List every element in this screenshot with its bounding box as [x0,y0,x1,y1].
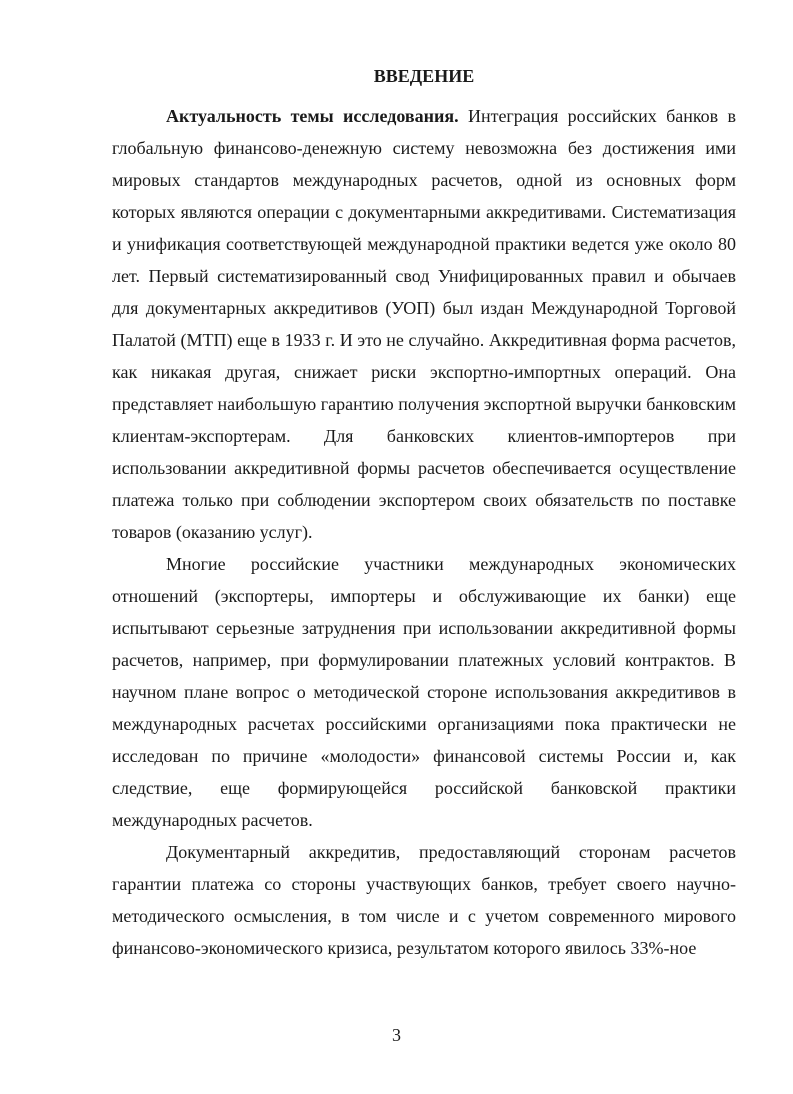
page-number: 3 [392,1025,401,1045]
paragraph-1-body: Интеграция российских банков в глобальную финансово-денежную систему невозможна без достижения ими мировых стандартов международных расчетов, одной из основных форм которых являются операции с документарными аккредитивами. Систематизация и унификация соответствующей международной практики ведется уже около 80 лет. Первый систематизированный свод Унифицированных правил и обычаев для документарных аккредитивов (УОП) был издан Международной Торговой Палатой (МТП) еще в 1933 г. И это не случайно. Аккредитивная форма расчетов, как никакая другая, снижает риски экспортно-импортных операций. Она представляет наибольшую гарантию получения экспортной выручки банковским клиентам-экспортерам. Для банковских клиентов-импортеров при использовании аккредитивной формы расчетов обеспечивается осуществление платежа только при соблюдении экспортером своих обязательств по поставке товаров (оказанию услуг). [112,106,737,542]
paragraph-3 [112,836,736,964]
document-page [112,62,736,964]
paragraph-2-body: Многие российские участники международных экономических отношений (экспортеры, импортеры и обслуживающие их банки) еще испытывают серьезные затруднения при использовании аккредитивной формы расчетов, например, при формулировании платежных условий контрактов. В научном плане вопрос о методической стороне использования аккредитивов в международных расчетах российскими организациями пока практически не исследован по причине «молодости» финансовой системы России и, как следствие, еще формирующейся российской банковской практики международных расчетов. [112,554,736,830]
paragraph-2 [112,548,736,836]
paragraph-1-lead: Актуальность темы исследования. [166,106,459,126]
page-title: ВВЕДЕНИЕ [373,66,475,86]
paragraph-1 [112,100,736,548]
paragraph-3-body: Документарный аккредитив, предоставляющий сторонам расчетов гарантии платежа со стороны участвующих банков, требует своего научно-методического осмысления, в том числе и с учетом современного мирового финансово-экономического кризиса, результатом которого явилось 33%-ное [112,842,736,958]
